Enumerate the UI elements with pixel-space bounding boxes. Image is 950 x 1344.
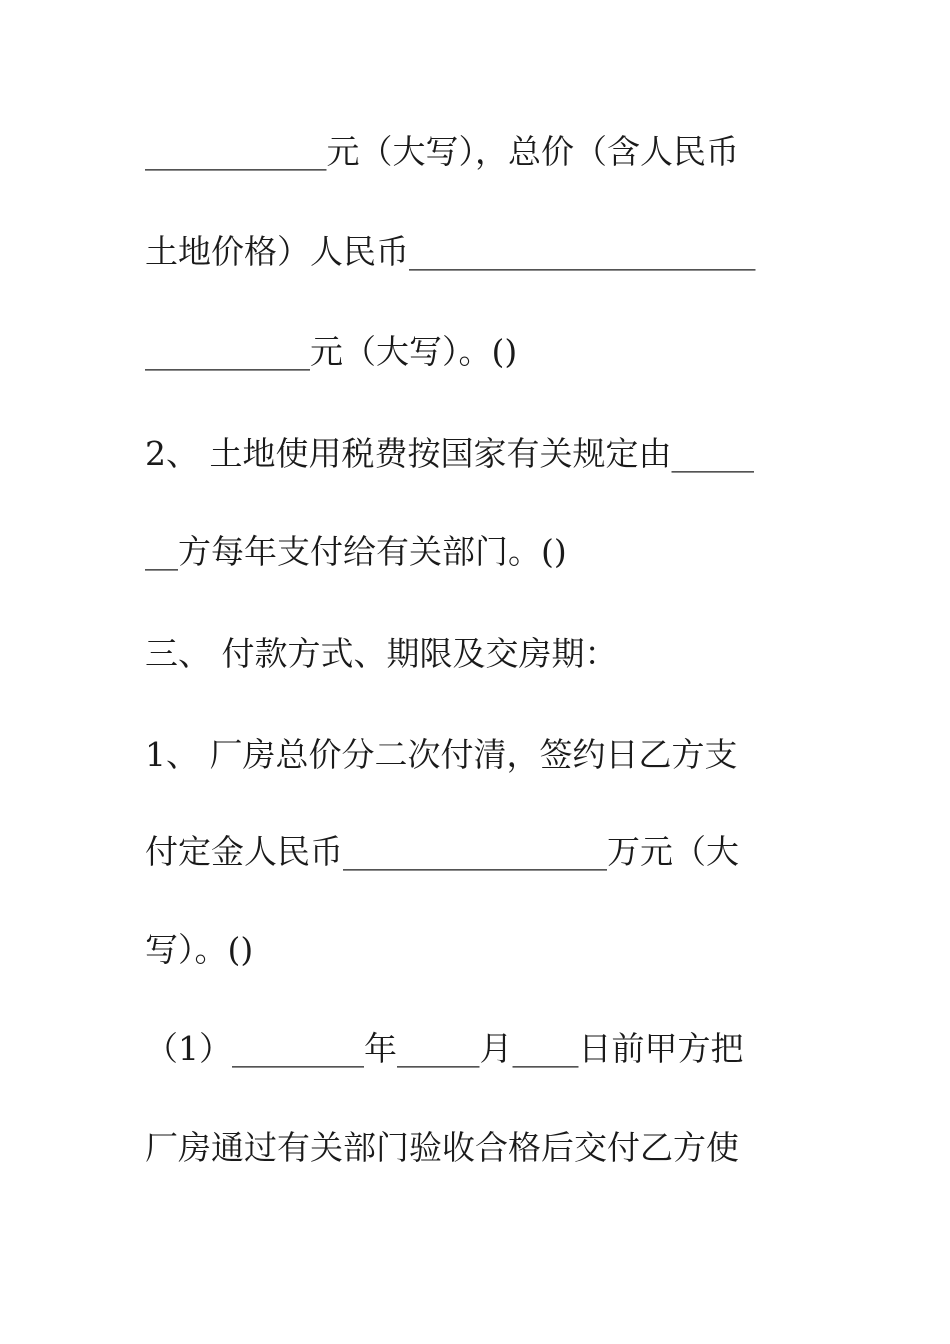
text-line: 1、 厂房总价分二次付清，签约日乙方支 (145, 735, 738, 774)
text-line: ___________元（大写），总价（含人民币 (145, 132, 739, 171)
text-line: 2、 土地使用税费按国家有关规定由_____ (145, 434, 754, 473)
text-line: 土地价格）人民币_____________________ (145, 232, 756, 271)
text-line: 厂房通过有关部门验收合格后交付乙方使 (145, 1128, 739, 1167)
text-line: （1）________年_____月____日前甲方把 (145, 1029, 744, 1068)
text-line: __方每年支付给有关部门。() (145, 532, 567, 571)
text-line: 付定金人民币________________万元（大 (145, 832, 739, 871)
text-line: __________元（大写）。() (145, 332, 518, 371)
text-line: 写）。() (145, 930, 254, 969)
section-heading: 三、 付款方式、期限及交房期： (145, 634, 618, 673)
